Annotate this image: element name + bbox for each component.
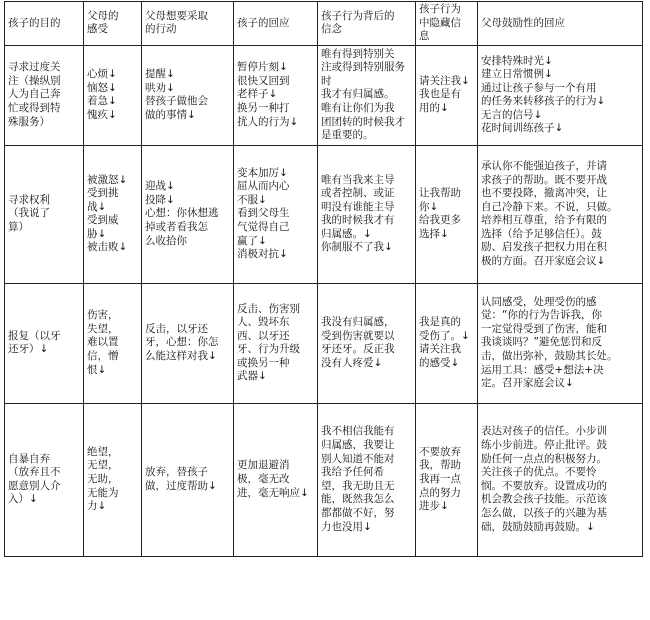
cell-child-belief: 我没有归属感， 受到伤害就要以 牙还牙。反正我 没有人疼爱↓: [318, 283, 416, 403]
cell-parent-feelings: 伤害， 失望， 难以置 信，憎 恨↓: [84, 283, 142, 403]
cell-hidden-message: 不要放弃 我，帮助 我再一点 点的努力 进步↓: [416, 403, 478, 556]
cell-encouraging-response: 安排特殊时光↓ 建立日常惯例↓ 通过让孩子参与一个有用 的任务来转移孩子的行为↓ 无言的信号↓ 花时间训练孩子↓: [478, 45, 643, 145]
cell-encouraging-response: 承认你不能强迫孩子，并请 求孩子的帮助。既不要开战 也不要投降，撤离冲突，让 自己冷静下来。不说，只做。 培养相互尊重，给予有限的 选择（给予足够信任）。鼓 励、启发孩子把权力用在积 极的方面。召开家庭会议↓: [478, 145, 643, 283]
header-parent-feelings: 父母的 感受: [84, 2, 142, 46]
header-child-belief: 孩子行为背后的 信念: [318, 2, 416, 46]
table-row: [5, 283, 643, 403]
header-child-response: 孩子的回应: [234, 2, 318, 46]
cell-child-response: 暂停片刻↓ 很快又回到 老样子↓ 换另一种打 扰人的行为↓: [234, 45, 318, 145]
cell-child-belief: 唯有当我来主导 或者控制、或证 明没有谁能主导 我的时候我才有 归属感。↓ 你制服不了我↓: [318, 145, 416, 283]
table-row: [5, 45, 643, 145]
cell-parent-feelings: 绝望， 无望， 无助， 无能为 力↓: [84, 403, 142, 556]
header-encouraging-response: 父母鼓励性的回应: [478, 2, 643, 46]
cell-child-response: 反击、伤害别 人、毁坏东 西、以牙还 牙、行为升级 或换另一种 武器↓: [234, 283, 318, 403]
cell-child-goal: 寻求过度关 注（操纵别 人为自己奔 忙或得到特 殊服务）: [5, 45, 84, 145]
table-row: [5, 145, 643, 283]
header-hidden-message: 孩子行为 中隐藏信 息: [416, 2, 478, 46]
header-child-goal: 孩子的目的: [5, 2, 84, 46]
cell-child-goal: 报复（以牙 还牙）↓: [5, 283, 84, 403]
cell-parent-action: 迎战↓ 投降↓ 心想：你休想逃 掉或者看我怎 么收拾你: [142, 145, 234, 283]
table-header-row: [5, 2, 643, 46]
cell-child-belief: 唯有得到特别关 注或得到特别服务时 我才有归属感。 唯有让你们为我 团团转的时候我才 是重要的。: [318, 45, 416, 145]
cell-child-goal: 自暴自弃 （放弃且不 愿意别人介 入）↓: [5, 403, 84, 556]
cell-encouraging-response: 认同感受，处理受伤的感 觉：“你的行为告诉我，你 一定觉得受到了伤害，能和 我谈谈吗？”避免惩罚和反 击，做出弥补，鼓励其长处。 运用工具：感受+想法+决 定。召开家庭会议↓: [478, 283, 643, 403]
cell-parent-action: 提醒↓ 哄劝↓ 替孩子做他会 做的事情↓: [142, 45, 234, 145]
cell-hidden-message: 让我帮助 你↓ 给我更多 选择↓: [416, 145, 478, 283]
cell-hidden-message: 请关注我↓ 我也是有 用的↓: [416, 45, 478, 145]
cell-encouraging-response: 表达对孩子的信任。小步训 练小步前进。停止批评。鼓 励任何一点点的积极努力。 关注孩子的优点。不要怜 悯。不要放弃。设置成功的 机会教会孩子技能。示范该 怎么做，以孩子的兴趣为基 础，鼓励鼓励再鼓励。↓: [478, 403, 643, 556]
cell-parent-feelings: 心烦↓ 恼怒↓ 着急↓ 愧疚↓: [84, 45, 142, 145]
cell-parent-feelings: 被激怒↓ 受到挑 战↓ 受到威 胁↓ 被击败↓: [84, 145, 142, 283]
cell-parent-action: 反击，以牙还 牙，心想：你怎 么能这样对我↓: [142, 283, 234, 403]
cell-hidden-message: 我是真的 受伤了。↓ 请关注我 的感受↓: [416, 283, 478, 403]
cell-child-belief: 我不相信我能有 归属感，我要让 别人知道不能对 我给予任何希 望，我无助且无 能，既然我怎么 都都做不好，努 力也没用↓: [318, 403, 416, 556]
header-parent-action: 父母想要采取 的行动: [142, 2, 234, 46]
cell-child-goal: 寻求权利 （我说了 算）: [5, 145, 84, 283]
parenting-goals-table: [4, 1, 643, 557]
cell-parent-action: 放弃，替孩子 做，过度帮助↓: [142, 403, 234, 556]
table-row: [5, 403, 643, 556]
cell-child-response: 更加退避消 极，毫无改 进，毫无响应↓: [234, 403, 318, 556]
cell-child-response: 变本加厉↓ 屈从而内心 不服↓ 看到父母生 气觉得自己 赢了↓ 消极对抗↓: [234, 145, 318, 283]
